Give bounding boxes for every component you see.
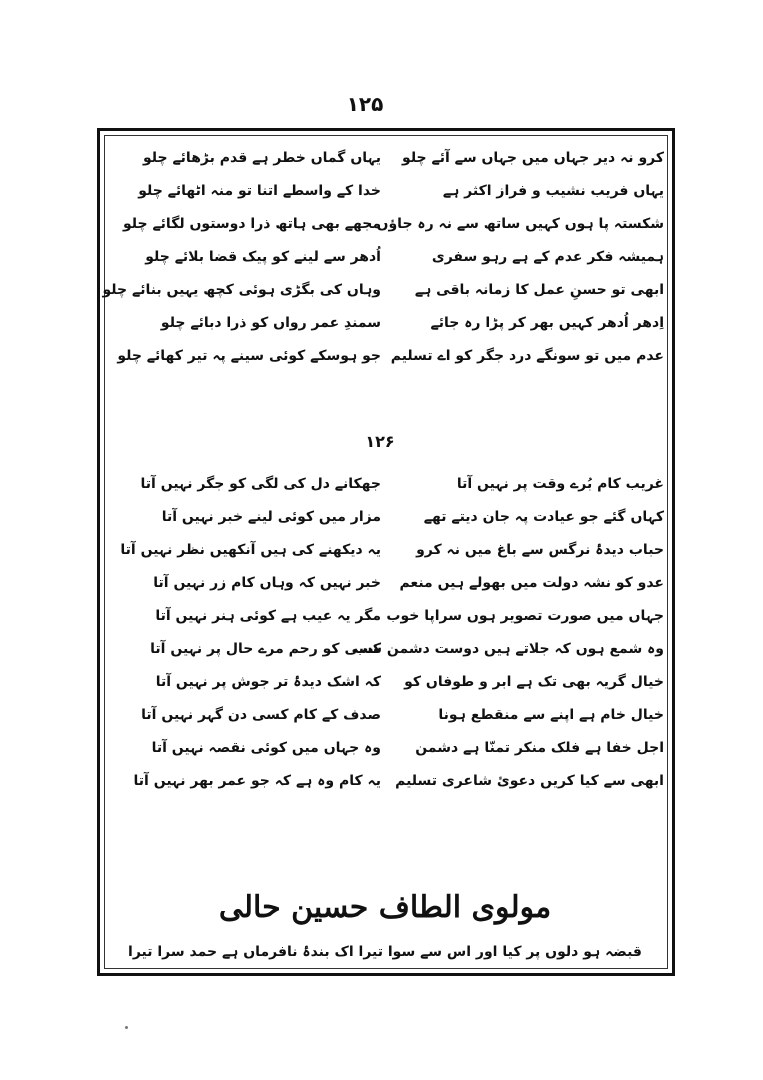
poet-name-heading: مولوی الطاف حسین حالی (218, 890, 552, 925)
verse-line: اُدھر سے لینے کو پیک قضا بلائے چلو (145, 249, 381, 265)
verse-line: عدم میں تو سونگے درد جگر کو اے تسلیم (390, 348, 664, 364)
verse-line: جھکانے دل کی لگی کو جگر نہیں آتا (140, 476, 381, 492)
verse-line: مجھے بھی ہاتھ ذرا دوستوں لگائے چلو (123, 216, 381, 232)
ghazal-two-left-column (105, 468, 381, 798)
verse-line: خیال گریہ بھی تک ہے ابر و طوفاں کو (404, 674, 664, 690)
verse-line: ہمیشہ فکر عدم کے ہے رہو سفری (431, 249, 664, 265)
verse-line: اِدھر اُدھر کہیں بھر کر پڑا رہ جائے (430, 315, 664, 331)
print-speck (125, 1026, 128, 1029)
ghazal-two-right-column (353, 468, 664, 798)
verse-line: یہ دیکھنے کی ہیں آنکھیں نظر نہیں آتا (120, 542, 381, 558)
verse-line: سمندِ عمر رواں کو ذرا دبائے چلو (160, 315, 381, 331)
verse-line: مگر یہ عیب ہے کوئی ہنر نہیں آتا (155, 608, 381, 624)
verse-line: اجل خفا ہے فلک منکر تمنّا ہے دشمن (415, 740, 664, 756)
verse-line: وہاں کی بگڑی ہوئی کچھ یہیں بنائے چلو (102, 282, 381, 298)
verse-line: وہ جہاں میں کوئی نقصہ نہیں آتا (151, 740, 381, 756)
verse-line: عدو کو نشہ دولت میں بھولے ہیں منعم (399, 575, 664, 591)
verse-line: غریب کام بُرے وقت پر نہیں آتا (456, 476, 664, 492)
verse-line: کہاں گئے جو عیادت پہ جان دیتے تھے (423, 509, 664, 525)
verse-line: جہاں میں صورت تصویر ہوں سراپا خوب (386, 608, 664, 624)
ghazal-one-left-column (102, 142, 381, 373)
section-number: ۱۲۶ (365, 432, 395, 451)
verse-line: کسی کو رحم مرے حال پر نہیں آتا (150, 641, 381, 657)
verse-line: ابھی تو حسنِ عمل کا زمانہ باقی ہے (414, 282, 664, 298)
verse-line: خیال خام ہے اپنے سے منقطع ہونا (438, 707, 664, 723)
verse-line: وہ شمع ہوں کہ جلاتے ہیں دوست دشمن سب (353, 641, 664, 657)
verse-line: کہ اشک دیدۂ تر جوش پر نہیں آتا (155, 674, 381, 690)
verse-line: مزار میں کوئی لینے خبر نہیں آتا (161, 509, 381, 525)
closing-verse-line: قبضہ ہو دلوں پر کیا اور اس سے سوا تیرا اک بندۂ نافرماں ہے حمد سرا تیرا (128, 944, 642, 960)
verse-line: حباب دیدۂ نرگس سے باغ میں نہ کرو (416, 542, 664, 558)
verse-line: یہ کام وہ ہے کہ جو عمر بھر نہیں آتا (133, 773, 381, 789)
verse-line: ابھی سے کیا کریں دعویٔ شاعری تسلیم (395, 773, 664, 789)
verse-line: صدف کے کام کسی دن گہر نہیں آتا (141, 707, 381, 723)
page-number: ۱۲۵ (346, 92, 384, 116)
verse-line: کرو نہ دیر جہاں میں جہاں سے آئے چلو (402, 150, 664, 166)
ghazal-one-right-column (376, 142, 664, 373)
verse-line: خبر نہیں کہ وہاں کام زر نہیں آتا (153, 575, 381, 591)
verse-line: خدا کے واسطے اتنا تو منہ اٹھائے چلو (138, 183, 381, 199)
verse-line: شکستہ پا ہوں کہیں ساتھ سے نہ رہ جاؤں (376, 216, 664, 232)
verse-line: یہاں فریب نشیب و فراز اکثر ہے (442, 183, 664, 199)
verse-line: جو ہوسکے کوئی سینے پہ تیر کھائے چلو (117, 348, 381, 364)
verse-line: یہاں گماں خطر ہے قدم بڑھائے چلو (143, 150, 381, 166)
